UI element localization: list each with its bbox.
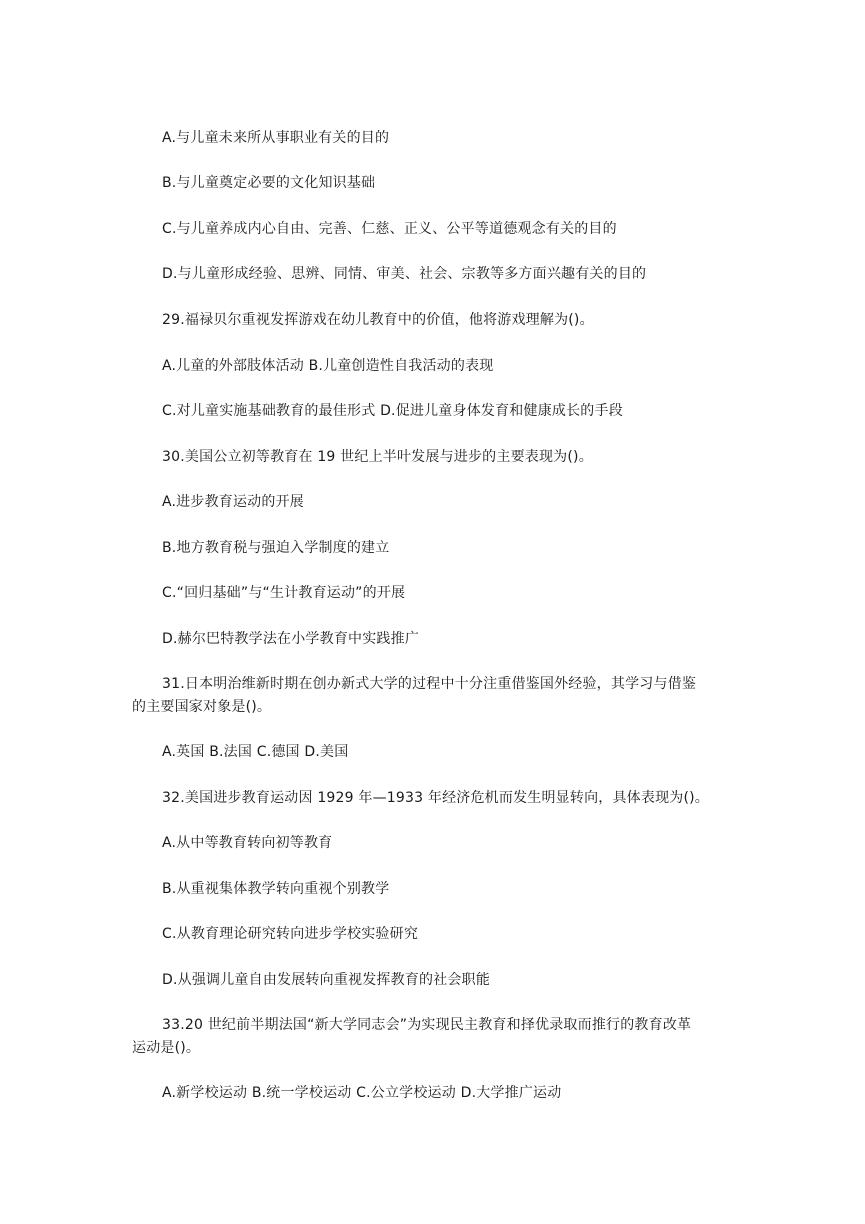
option-line: A.英国 B.法国 C.德国 D.美国: [162, 744, 349, 760]
option-line: C.对儿童实施基础教育的最佳形式 D.促进儿童身体发育和健康成长的手段: [162, 403, 623, 419]
question-line-continued: 运动是()。: [132, 1040, 201, 1056]
option-line: A.进步教育运动的开展: [162, 494, 304, 510]
option-line: A.与儿童未来所从事职业有关的目的: [162, 130, 390, 146]
option-line: D.赫尔巴特教学法在小学教育中实践推广: [162, 631, 420, 647]
question-line: 30.美国公立初等教育在 19 世纪上半叶发展与进步的主要表现为()。: [162, 449, 593, 465]
option-line: D.与儿童形成经验、思辨、同情、审美、社会、宗教等多方面兴趣有关的目的: [162, 266, 647, 282]
question-line: 32.美国进步教育运动因 1929 年—1933 年经济危机而发生明显转向，具体表现为()。: [162, 790, 709, 806]
option-line: B.与儿童奠定必要的文化知识基础: [162, 175, 376, 191]
option-line: C.从教育理论研究转向进步学校实验研究: [162, 926, 419, 942]
option-line: D.从强调儿童自由发展转向重视发挥教育的社会职能: [162, 972, 491, 988]
option-line: A.从中等教育转向初等教育: [162, 835, 333, 851]
option-line: B.从重视集体教学转向重视个别教学: [162, 881, 390, 897]
option-line: C.与儿童养成内心自由、完善、仁慈、正义、公平等道德观念有关的目的: [162, 221, 617, 237]
question-line-continued: 的主要国家对象是()。: [132, 699, 272, 715]
question-line: 31.日本明治维新时期在创办新式大学的过程中十分注重借鉴国外经验，其学习与借鉴: [162, 676, 697, 692]
option-line: A.儿童的外部肢体活动 B.儿童创造性自我活动的表现: [162, 358, 494, 374]
option-line: A.新学校运动 B.统一学校运动 C.公立学校运动 D.大学推广运动: [162, 1085, 562, 1101]
question-line: 33.20 世纪前半期法国“新大学同志会”为实现民主教育和择优录取而推行的教育改革: [162, 1017, 692, 1033]
option-line: B.地方教育税与强迫入学制度的建立: [162, 540, 390, 556]
option-line: C.“回归基础”与“生计教育运动”的开展: [162, 585, 406, 601]
question-line: 29.福禄贝尔重视发挥游戏在幼儿教育中的价值，他将游戏理解为()。: [162, 312, 594, 328]
